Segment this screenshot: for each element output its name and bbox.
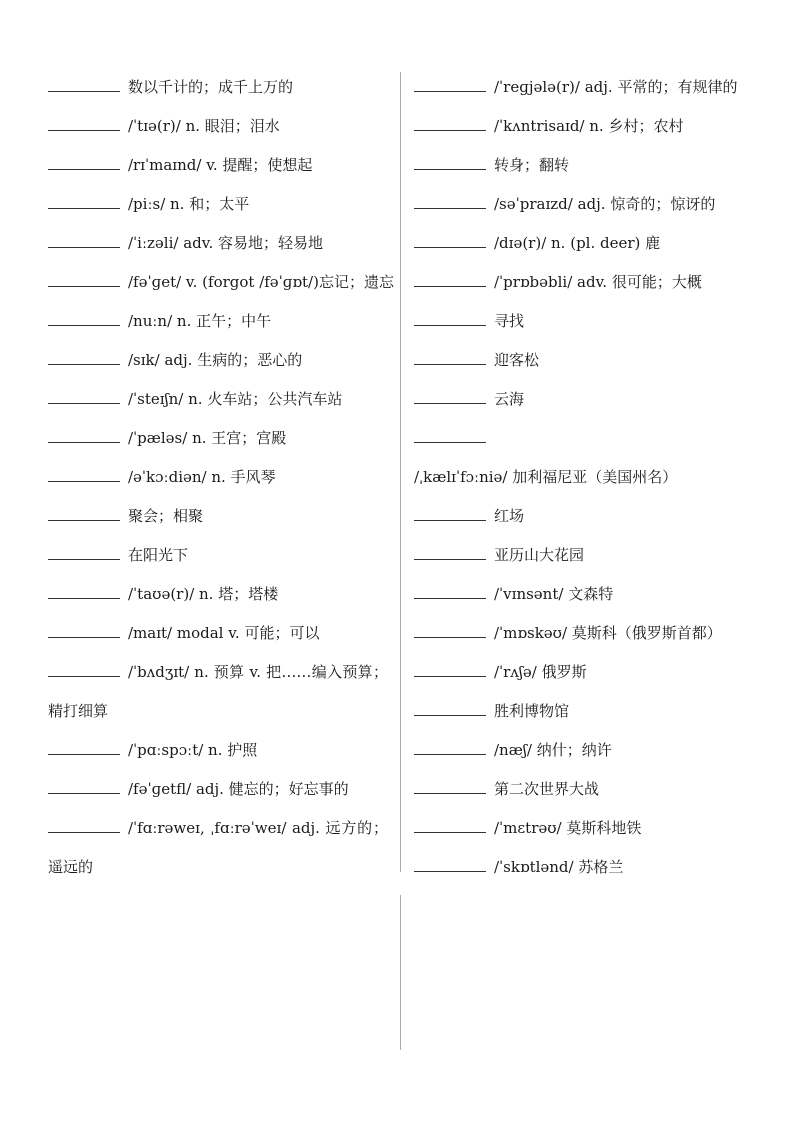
answer-blank[interactable]: [414, 539, 486, 560]
vocab-definition: /ˈtɪə(r)/ n. 眼泪；泪水: [128, 117, 280, 135]
answer-blank[interactable]: [48, 812, 120, 833]
vocab-entry: [414, 536, 754, 575]
answer-blank[interactable]: [48, 656, 120, 677]
answer-blank[interactable]: [414, 500, 486, 521]
vocab-entry: [414, 263, 754, 302]
answer-blank[interactable]: [48, 461, 120, 482]
answer-blank[interactable]: [414, 773, 486, 794]
vocab-entry: [414, 614, 754, 653]
vocab-definition: /ˈsteɪʃn/ n. 火车站；公共汽车站: [128, 390, 343, 408]
vocab-definition: 转身；翻转: [494, 156, 570, 174]
vocab-definition: /ˈpæləs/ n. 王宫；宫殿: [128, 429, 287, 447]
vocab-entry: [48, 107, 388, 146]
vocab-entry: [414, 419, 754, 497]
vocab-entry: [414, 731, 754, 770]
vocab-entry: [414, 497, 754, 536]
vocab-definition: /ˈpɑːspɔːt/ n. 护照: [128, 741, 258, 759]
vocab-definition: /fəˈɡet/ v. (forgot /fəˈɡɒt/)忘记；遗忘: [128, 273, 394, 291]
vocab-entry: [48, 497, 388, 536]
answer-blank[interactable]: [48, 266, 120, 287]
answer-blank[interactable]: [48, 773, 120, 794]
vocab-entry: [48, 731, 388, 770]
vocab-definition: 迎客松: [494, 351, 540, 369]
vocab-definition: 红场: [494, 507, 525, 525]
vocab-definition: /rɪˈmaɪnd/ v. 提醒；使想起: [128, 156, 313, 174]
answer-blank[interactable]: [48, 422, 120, 443]
vocab-definition: /ˈskɒtlənd/ 苏格兰: [494, 858, 624, 876]
vocab-definition: /ˈfɑːrəweɪ, ˌfɑːrəˈweɪ/ adj. 远方的；遥远的: [48, 819, 388, 876]
vocab-definition: /dɪə(r)/ n. (pl. deer) 鹿: [494, 234, 661, 252]
vocab-definition: /ˈbʌdʒɪt/ n. 预算 v. 把……编入预算；精打细算: [48, 663, 388, 720]
vocab-definition: 寻找: [494, 312, 525, 330]
vocab-entry: [414, 809, 754, 848]
vocab-entry: [48, 614, 388, 653]
answer-blank[interactable]: [414, 110, 486, 131]
vocab-entry: [48, 263, 394, 302]
vocab-definition: /ˈrʌʃə/ 俄罗斯: [494, 663, 587, 681]
answer-blank[interactable]: [414, 227, 486, 248]
vocab-entry: [48, 536, 388, 575]
vocab-definition: /maɪt/ modal v. 可能；可以: [128, 624, 320, 642]
vocab-definition: 在阳光下: [128, 546, 189, 564]
vocab-entry: [414, 770, 754, 809]
vocab-entry: [48, 185, 388, 224]
vocab-entry: [48, 809, 388, 887]
answer-blank[interactable]: [48, 149, 120, 170]
vocab-entry: [414, 848, 754, 887]
answer-blank[interactable]: [414, 383, 486, 404]
answer-blank[interactable]: [48, 71, 120, 92]
answer-blank[interactable]: [414, 305, 486, 326]
vocab-definition: 聚会；相聚: [128, 507, 204, 525]
vocab-entry: [48, 419, 388, 458]
vocab-definition: 数以千计的；成千上万的: [128, 78, 294, 96]
vocab-entry: [48, 146, 388, 185]
answer-blank[interactable]: [48, 188, 120, 209]
vocab-entry: [414, 302, 754, 341]
answer-blank[interactable]: [48, 734, 120, 755]
answer-blank[interactable]: [414, 734, 486, 755]
vocab-entry: [414, 575, 754, 614]
answer-blank[interactable]: [414, 812, 486, 833]
vocab-entry: [48, 575, 388, 614]
left-vocab-column: [48, 68, 394, 887]
answer-blank[interactable]: [48, 578, 120, 599]
answer-blank[interactable]: [414, 422, 486, 443]
vocab-entry: [414, 341, 754, 380]
vocab-definition: /fəˈɡetfl/ adj. 健忘的；好忘事的: [128, 780, 349, 798]
vocab-definition: /piːs/ n. 和；太平: [128, 195, 250, 213]
answer-blank[interactable]: [48, 383, 120, 404]
vocab-entry: [414, 185, 754, 224]
vocab-entry: [414, 107, 754, 146]
vocab-entry: [48, 68, 388, 107]
vocab-entry: [414, 653, 754, 692]
vocab-entry: [48, 770, 388, 809]
vocab-definition: /ˈtaʊə(r)/ n. 塔；塔楼: [128, 585, 279, 603]
answer-blank[interactable]: [414, 344, 486, 365]
vocab-definition: 亚历山大花园: [494, 546, 585, 564]
vocab-entry: [414, 380, 754, 419]
vocab-entry: [48, 341, 388, 380]
vocab-entry: [414, 146, 754, 185]
answer-blank[interactable]: [414, 656, 486, 677]
vocab-entry: [414, 224, 754, 263]
vocab-entry: [48, 458, 388, 497]
vocab-definition: /əˈkɔːdiən/ n. 手风琴: [128, 468, 276, 486]
vocab-definition: /ˈiːzəli/ adv. 容易地；轻易地: [128, 234, 324, 252]
answer-blank[interactable]: [414, 266, 486, 287]
answer-blank[interactable]: [48, 110, 120, 131]
vocab-definition: /ˌkælɪˈfɔːniə/ 加利福尼亚（美国州名）: [414, 468, 678, 486]
vocab-entry: [48, 224, 388, 263]
answer-blank[interactable]: [414, 695, 486, 716]
vocab-entry: [414, 68, 754, 107]
vocab-definition: /sɪk/ adj. 生病的；恶心的: [128, 351, 303, 369]
answer-blank[interactable]: [414, 71, 486, 92]
answer-blank[interactable]: [414, 188, 486, 209]
answer-blank[interactable]: [414, 578, 486, 599]
answer-blank[interactable]: [414, 149, 486, 170]
answer-blank[interactable]: [48, 344, 120, 365]
right-vocab-column: [414, 68, 754, 887]
vocab-definition: 云海: [494, 390, 525, 408]
vocab-definition: /ˈkʌntrisaɪd/ n. 乡村；农村: [494, 117, 684, 135]
vocab-definition: /səˈpraɪzd/ adj. 惊奇的；惊讶的: [494, 195, 716, 213]
vocab-definition: 胜利博物馆: [494, 702, 570, 720]
answer-blank[interactable]: [48, 617, 120, 638]
vocab-definition: /næʃ/ 纳什；纳许: [494, 741, 612, 759]
vocab-entry: [414, 692, 754, 731]
answer-blank[interactable]: [48, 227, 120, 248]
vocab-definition: 第二次世界大战: [494, 780, 600, 798]
vocab-entry: [48, 653, 388, 731]
vocab-definition: /ˈmɒskəʊ/ 莫斯科（俄罗斯首都）: [494, 624, 722, 642]
answer-blank[interactable]: [48, 539, 120, 560]
vocab-definition: /ˈmɛtrəʊ/ 莫斯科地铁: [494, 819, 642, 837]
vocab-definition: /ˈvɪnsənt/ 文森特: [494, 585, 614, 603]
vocab-entry: [48, 302, 388, 341]
answer-blank[interactable]: [48, 305, 120, 326]
vocab-definition: /ˈprɒbəbli/ adv. 很可能；大概: [494, 273, 702, 291]
column-divider-bottom: [400, 895, 401, 1050]
answer-blank[interactable]: [48, 500, 120, 521]
vocab-definition: /ˈreɡjələ(r)/ adj. 平常的；有规律的: [494, 78, 738, 96]
column-divider-top: [400, 72, 401, 872]
vocab-entry: [48, 380, 388, 419]
answer-blank[interactable]: [414, 617, 486, 638]
answer-blank[interactable]: [414, 851, 486, 872]
vocab-definition: /nuːn/ n. 正午；中午: [128, 312, 272, 330]
